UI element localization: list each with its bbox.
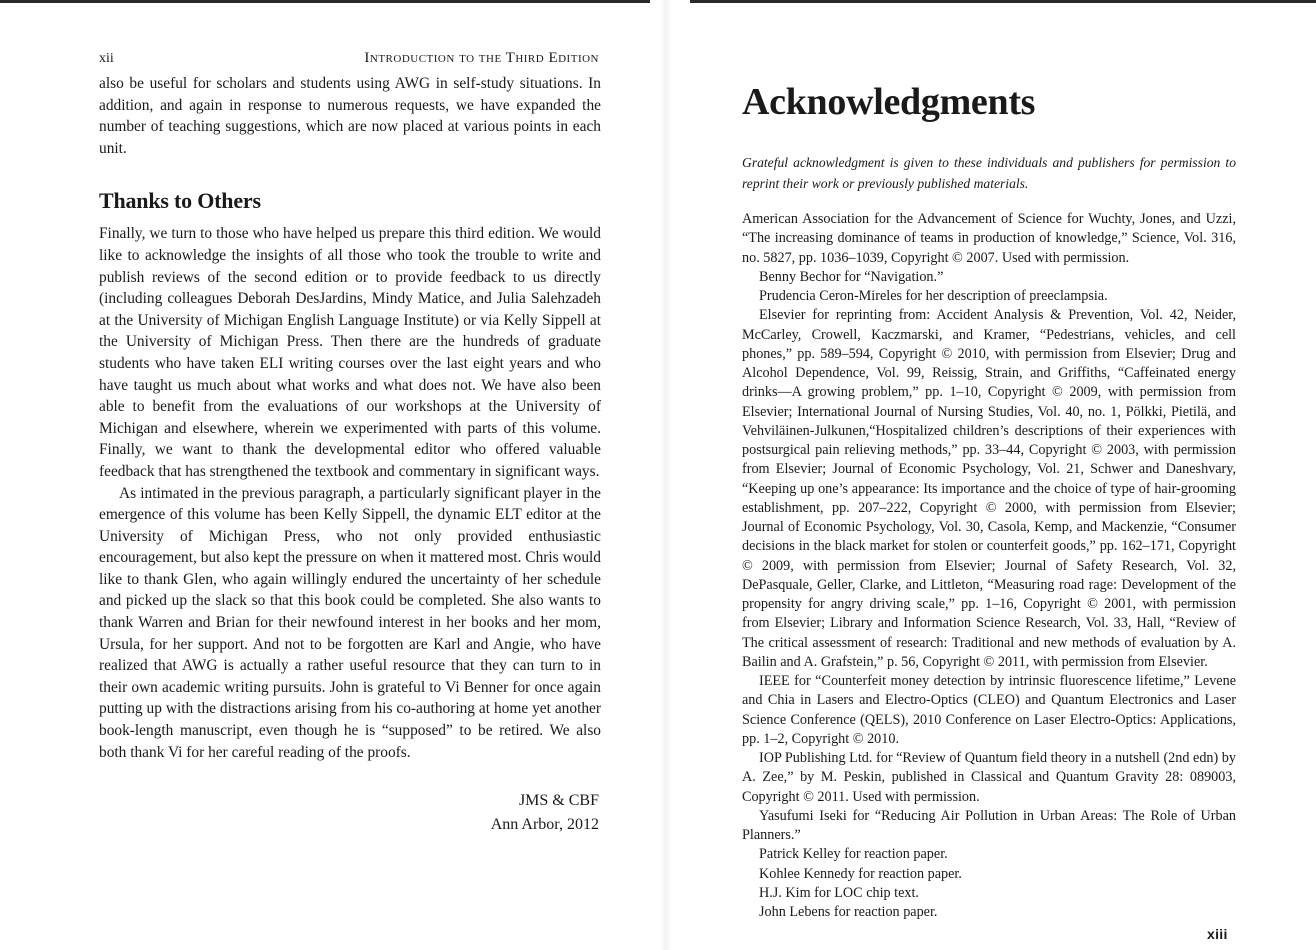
acknowledgment-intro: Grateful acknowledgment is given to these individuals and publishers for permission to reprint their work or previously published materials. — [742, 155, 1236, 191]
right-page — [742, 80, 1236, 922]
acknowledgment-entry: American Association for the Advancement of Science for Wuchty, Jones, and Uzzi, “The increasing dominance of teams in production of knowledge,” Science, Vol. 316, no. 5827, pp. 1036–1039, Copyright © 2007. Used with permission. — [742, 211, 1236, 266]
acknowledgment-entry: Elsevier for reprinting from: Accident Analysis & Prevention, Vol. 42, Neider, McCarley, Crowell, Kaczmarski, and Kramer, “Pedestrians, vehicles, and cell phones,” pp. 589–594, Copyright © 2010, with permission from Elsevier; Drug and Alcohol Dependence, Vol. 99, Reissig, Strain, and Griffiths, “Caffeinated energy drinks—A growing problem,” pp. 1–10, Copyright © 2009, with permission from Elsevier; International Journal of Nursing Studies, Vol. 40, no. 1, Pölkki, Pietilä, and Vehviläinen-Julkunen,“Hospitalized children’s descriptions of their experiences with postsurgical pain relieving methods,” pp. 33–44, Copyright © 2003, with permission from Elsevier; Journal of Economic Psychology, Vol. 21, Schwer and Daneshvary, “Keeping up one’s appearance: Its importance and the choice of type of hair-grooming establishment, pp. 207–222, Copyright © 2000, with permission from Elsevier; Journal of Economic Psychology, Vol. 30, Casola, Kemp, and Mackenzie, “Consumer decisions in the black market for stolen or counterfeit goods,” pp. 162–171, Copyright © 2009, with permission from Elsevier; Journal of Safety Research, Vol. 32, DePasquale, Geller, Clarke, and Littleton, “Measuring road rage: Development of the propensity for angry driving scale,” pp. 1–16, Copyright © 2001, with permission from Elsevier; Library and Information Science Research, Vol. 33, Hall, “Review of The critical assessment of research: Traditional and new methods of evaluation by A. Bailin and A. Grafstein,” p. 56, Copyright © 2011, with permission from Elsevier. — [742, 307, 1236, 670]
acknowledgment-entry: IOP Publishing Ltd. for “Review of Quantum field theory in a nutshell (2nd edn) by A. Zee,” by M. Peskin, published in Classical and Quantum Gravity 28: 089003, Copyright © 2011. Used with permission. — [742, 750, 1236, 805]
signature-initials: JMS & CBF — [518, 792, 599, 810]
signature-block — [99, 789, 601, 837]
acknowledgment-entry: John Lebens for reaction paper. — [759, 904, 938, 920]
paragraph-thanks-2: As intimated in the previous paragraph, a particularly significant player in the emergence of this volume has been Kelly Sippell, the dynamic ELT editor at the University of Michigan Press, who not only provided enthusiastic encouragement, but also kept the pressure on when it mattered most. Chris would like to thank Glen, who again willingly endured the uncertainty of her schedule and picked up the slack so that this book could be completed. She also wants to thank Warren and Brian for their newfound interest in her books and her mom, Ursula, for her support. And not to be forgotten are Karl and Angie, who have realized that AWG is actually a rather useful resource that they can turn to in their own academic writing pursuits. John is grateful to Vi Benner for once again putting up with the distractions arising from his co-authoring at home yet another book-length manuscript, even though he is “supposed” to be retired. We also both thank Vi for her careful reading of the proofs. — [99, 484, 601, 761]
acknowledgment-entry: IEEE for “Counterfeit money detection by intrinsic fluorescence lifetime,” Levene and Chia in Lasers and Electro-Optics (CLEO) and Quantum Electronics and Laser Science Conference (QELS), 2010 Conference on Laser Electro-Optics: Applications, pp. 1–2, Copyright © 2010. — [742, 673, 1236, 747]
acknowledgment-entry: Patrick Kelley for reaction paper. — [759, 846, 948, 863]
section-heading: Thanks to Others — [99, 188, 261, 214]
acknowledgment-list — [742, 210, 1236, 922]
paragraph-thanks-1: Finally, we turn to those who have helped us prepare this third edition. We would like to acknowledge the insights of all those who took the trouble to write and publish reviews of the second edition or to provide feedback to us directly (including colleagues Deborah DesJardins, Mindy Matice, and Julia Salehzadeh at the University of Michigan English Language Institute) or via Kelly Sippell at the University of Michigan Press. Then there are the hundreds of graduate students who have taken ELI writing courses over the last eight years and who have taught us much about what works and what does not. We have also been able to benefit from the evaluations of our workshops at the University of Michigan and elsewhere, wherein we experimented with parts of this volume. Finally, we want to thank the developmental editor who offered valuable feedback that has strengthened the textbook and commentary in significant ways. — [99, 225, 601, 480]
page-number-left: xii — [99, 51, 114, 66]
acknowledgment-entry: H.J. Kim for LOC chip text. — [759, 884, 919, 901]
acknowledgment-entry: Benny Bechor for “Navigation.” — [759, 268, 944, 285]
paragraph-top: also be useful for scholars and students using AWG in self-study situations. In addition, and again in response to numerous requests, we have expanded the number of teaching suggestions, which are now placed at various points in each unit. — [99, 75, 601, 157]
book-gutter — [660, 0, 672, 950]
page-number-right: xiii — [1207, 926, 1228, 942]
running-head-title: Introduction to the Third Edition — [364, 50, 599, 66]
acknowledgment-entry: Yasufumi Iseki for “Reducing Air Pollution in Urban Areas: The Role of Urban Planners.” — [742, 807, 1236, 843]
running-head — [99, 47, 601, 73]
acknowledgment-entry: Prudencia Ceron-Mireles for her description of preeclampsia. — [759, 288, 1108, 304]
signature-place-date: Ann Arbor, 2012 — [490, 816, 599, 834]
page-title: Acknowledgments — [742, 81, 1036, 123]
acknowledgment-entry: Kohlee Kennedy for reaction paper. — [759, 865, 962, 882]
left-page — [99, 47, 601, 837]
